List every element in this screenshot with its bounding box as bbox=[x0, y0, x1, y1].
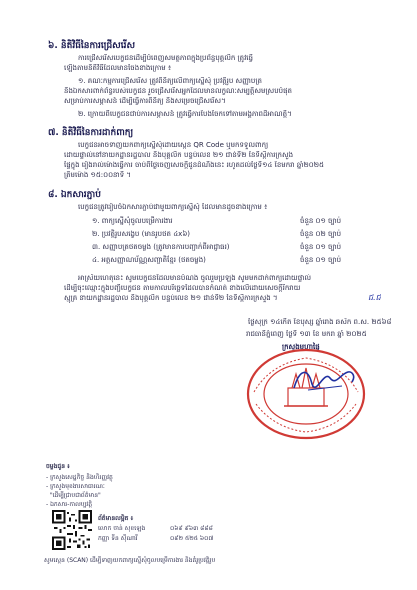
contacts-heading: ព័ត៌មានលម្អិត ៖ bbox=[98, 515, 134, 522]
closing-line-3: ស្មុគ្រ នាយកដ្ឋានរដ្ឋបាល និងបុគ្គលិក បន្ទប់លេខ ២១ ជាន់ទី២ នៃទីស្តីការក្រសួង ។ bbox=[64, 294, 278, 302]
section-6-title: ៦. និតិវិធីនៃការជ្រើសរើស bbox=[48, 41, 136, 51]
section-6-point-1b: និងឯកសារពាក់ព័ន្ធរបស់បេក្ខជន រួចជ្រើសរើសអ្នកដែលមានលក្ខណៈសម្បត្តិសមស្របបំផុត bbox=[64, 87, 292, 95]
contact-phone[interactable]: ០៦៩ ៩៦៣ ៨៨៨ bbox=[170, 525, 213, 532]
section-6-point-2: ២. ក្រោយពីបេក្ខជនជាប់ការសម្ភាសន៍ ត្រូវធ្វើការបែងចែកទៅតាមអង្គភាពដីអាណត្តិ។ bbox=[78, 110, 292, 118]
cc-item: "ដើម្បីជ្រាបជាព័ត៌មាន" bbox=[46, 492, 101, 499]
section-8-title: ៨. ឯកសារភ្ជាប់ bbox=[48, 190, 101, 200]
attachment-qty-1: ចំនួន ០១ ច្បាប់ bbox=[300, 217, 342, 225]
section-6-point-1a: ១. គណៈកម្មការជ្រើសរើស ត្រូវពិនិត្យលើពាក្យស្នើសុំ ប្រវត្តិរូប សញ្ញាបត្រ bbox=[78, 77, 262, 85]
contact-name: កញ្ញា ទីន ស៊ីណារី bbox=[98, 535, 138, 542]
date-solar: រាជធានីភ្នំពេញ ថ្ងៃទី ១៣ ខែ មករា ឆ្នាំ ២០២៥ bbox=[246, 330, 367, 338]
section-6-point-1c: សម្រាប់ការសម្ភាសន៍ ដើម្បីធ្វើការពិនិត្យ និងសម្រេចជ្រើសរើស។ bbox=[64, 97, 226, 105]
attachment-item-2: ២. ប្រវត្តិរូបសង្ខេប (មានរូបថត ៤x៦) bbox=[92, 230, 191, 238]
attachment-item-3: ៣. សញ្ញាបត្រថតចម្លង (ត្រូវមានការបញ្ជាក់ពីអាជ្ញាធរ) bbox=[92, 243, 230, 251]
qr-code[interactable] bbox=[52, 510, 92, 550]
section-7-line-2: ដោយផ្ទាល់នៅនាយកដ្ឋានរដ្ឋបាល និងបុគ្គលិក បន្ទប់លេខ ២១ ជាន់ទី២ នៃទីស្តីការក្រសួង bbox=[64, 151, 294, 159]
section-6-intro-1: ការជ្រើសរើសបេក្ខជនដើម្បីបំពេញសមត្ថភាពក្នុងប្រព័ន្ធបុគ្គលិក ត្រូវធ្វើ bbox=[78, 54, 253, 62]
signature-icon bbox=[290, 360, 360, 400]
attachment-item-4: ៤. អត្តសញ្ញាណប័ណ្ណសញ្ជាតិខ្មែរ (ថតចម្លង) bbox=[92, 256, 206, 264]
attachment-qty-4: ចំនួន ០១ ច្បាប់ bbox=[300, 256, 342, 264]
signature-title: ក្រសួងមហាផ្ទៃ bbox=[282, 343, 320, 351]
section-7-line-4: ត្រឹមម៉ោង ១៥:០០នាទី ។ bbox=[64, 171, 131, 179]
attachment-item-1: ១. ពាក្យស្នើសុំចូលបម្រើការងារ bbox=[92, 217, 173, 225]
qr-caption: សូមស្កេន (SCAN) ដើម្បីទាញយកពាក្យស្នើសុំចូលបម្រើការងារ និងគំរូប្រវត្តិរូប bbox=[44, 557, 216, 564]
section-7-title: ៧. និតិវិធីនៃការដាក់ពាក្យ bbox=[48, 128, 134, 138]
closing-line-1: អាស្រ័យហេតុនេះ សូមបេក្ខជនដែលមានបំណង ចូលរួមប្រឡង សូមមកដាក់ពាក្យដោយផ្ទាល់ bbox=[78, 274, 312, 282]
cc-item: - ក្រសួងមុខងារសាធារណៈ bbox=[46, 483, 105, 490]
attachment-qty-3: ចំនួន ០១ ច្បាប់ bbox=[300, 243, 342, 251]
cc-item: - ក្រសួងសេដ្ឋកិច្ច និងហិរញ្ញវត្ថុ bbox=[46, 474, 113, 481]
closing-line-2: ដើម្បីចុះឈ្មោះក្នុងបញ្ជីបេក្ខជន តាមកាលបរិច្ឆេទដែលបានកំណត់ ខាងលើដោយសេចក្តីរីករាយ bbox=[64, 284, 301, 292]
cc-heading: ចម្លងជូន ៖ bbox=[46, 463, 70, 470]
contact-name: លោក ចាន់ សុខឡេង bbox=[98, 525, 146, 532]
section-6-intro-2: ឡើងតាមនិតិវិធីដែលមានចែងខាងក្រោម ៖ bbox=[64, 64, 172, 72]
attachment-qty-2: ចំនួន ០២ ច្បាប់ bbox=[300, 230, 342, 238]
section-8-intro: បេក្ខជនត្រូវរៀបចំឯកសារភ្ជាប់ជាមួយពាក្យស្នើសុំ ដែលមានដូចខាងក្រោម ៖ bbox=[78, 203, 268, 211]
section-7-line-3: ផ្ទៃក្នុង រៀងរាល់ម៉ោងធ្វើការ ចាប់ពីថ្ងៃចេញសេចក្តីជូនដំណឹងនេះ រហូតដល់ថ្ងៃទី១៤ ខែមករា ឆ្នាំ២០២៥ bbox=[64, 161, 324, 169]
date-lunar: ថ្ងៃសុក្រ ១៤កើត ខែបុស្ស ឆ្នាំរោង ឆស័ក ព.ស. ២៥៦៨ bbox=[248, 318, 392, 326]
section-7-line-1: បេក្ខជនអាចទាញយកពាក្យស្នើសុំដោយស្កេន QR Code ឬមកទទួលពាក្យ bbox=[78, 141, 269, 149]
contact-phone[interactable]: ០៩២ ៥២៥ ៦០៧ bbox=[170, 535, 214, 542]
cc-item: - ឯកសារ-កាលប្បវត្តិ bbox=[46, 501, 93, 508]
handwritten-note: ជ.ជ bbox=[368, 293, 381, 302]
